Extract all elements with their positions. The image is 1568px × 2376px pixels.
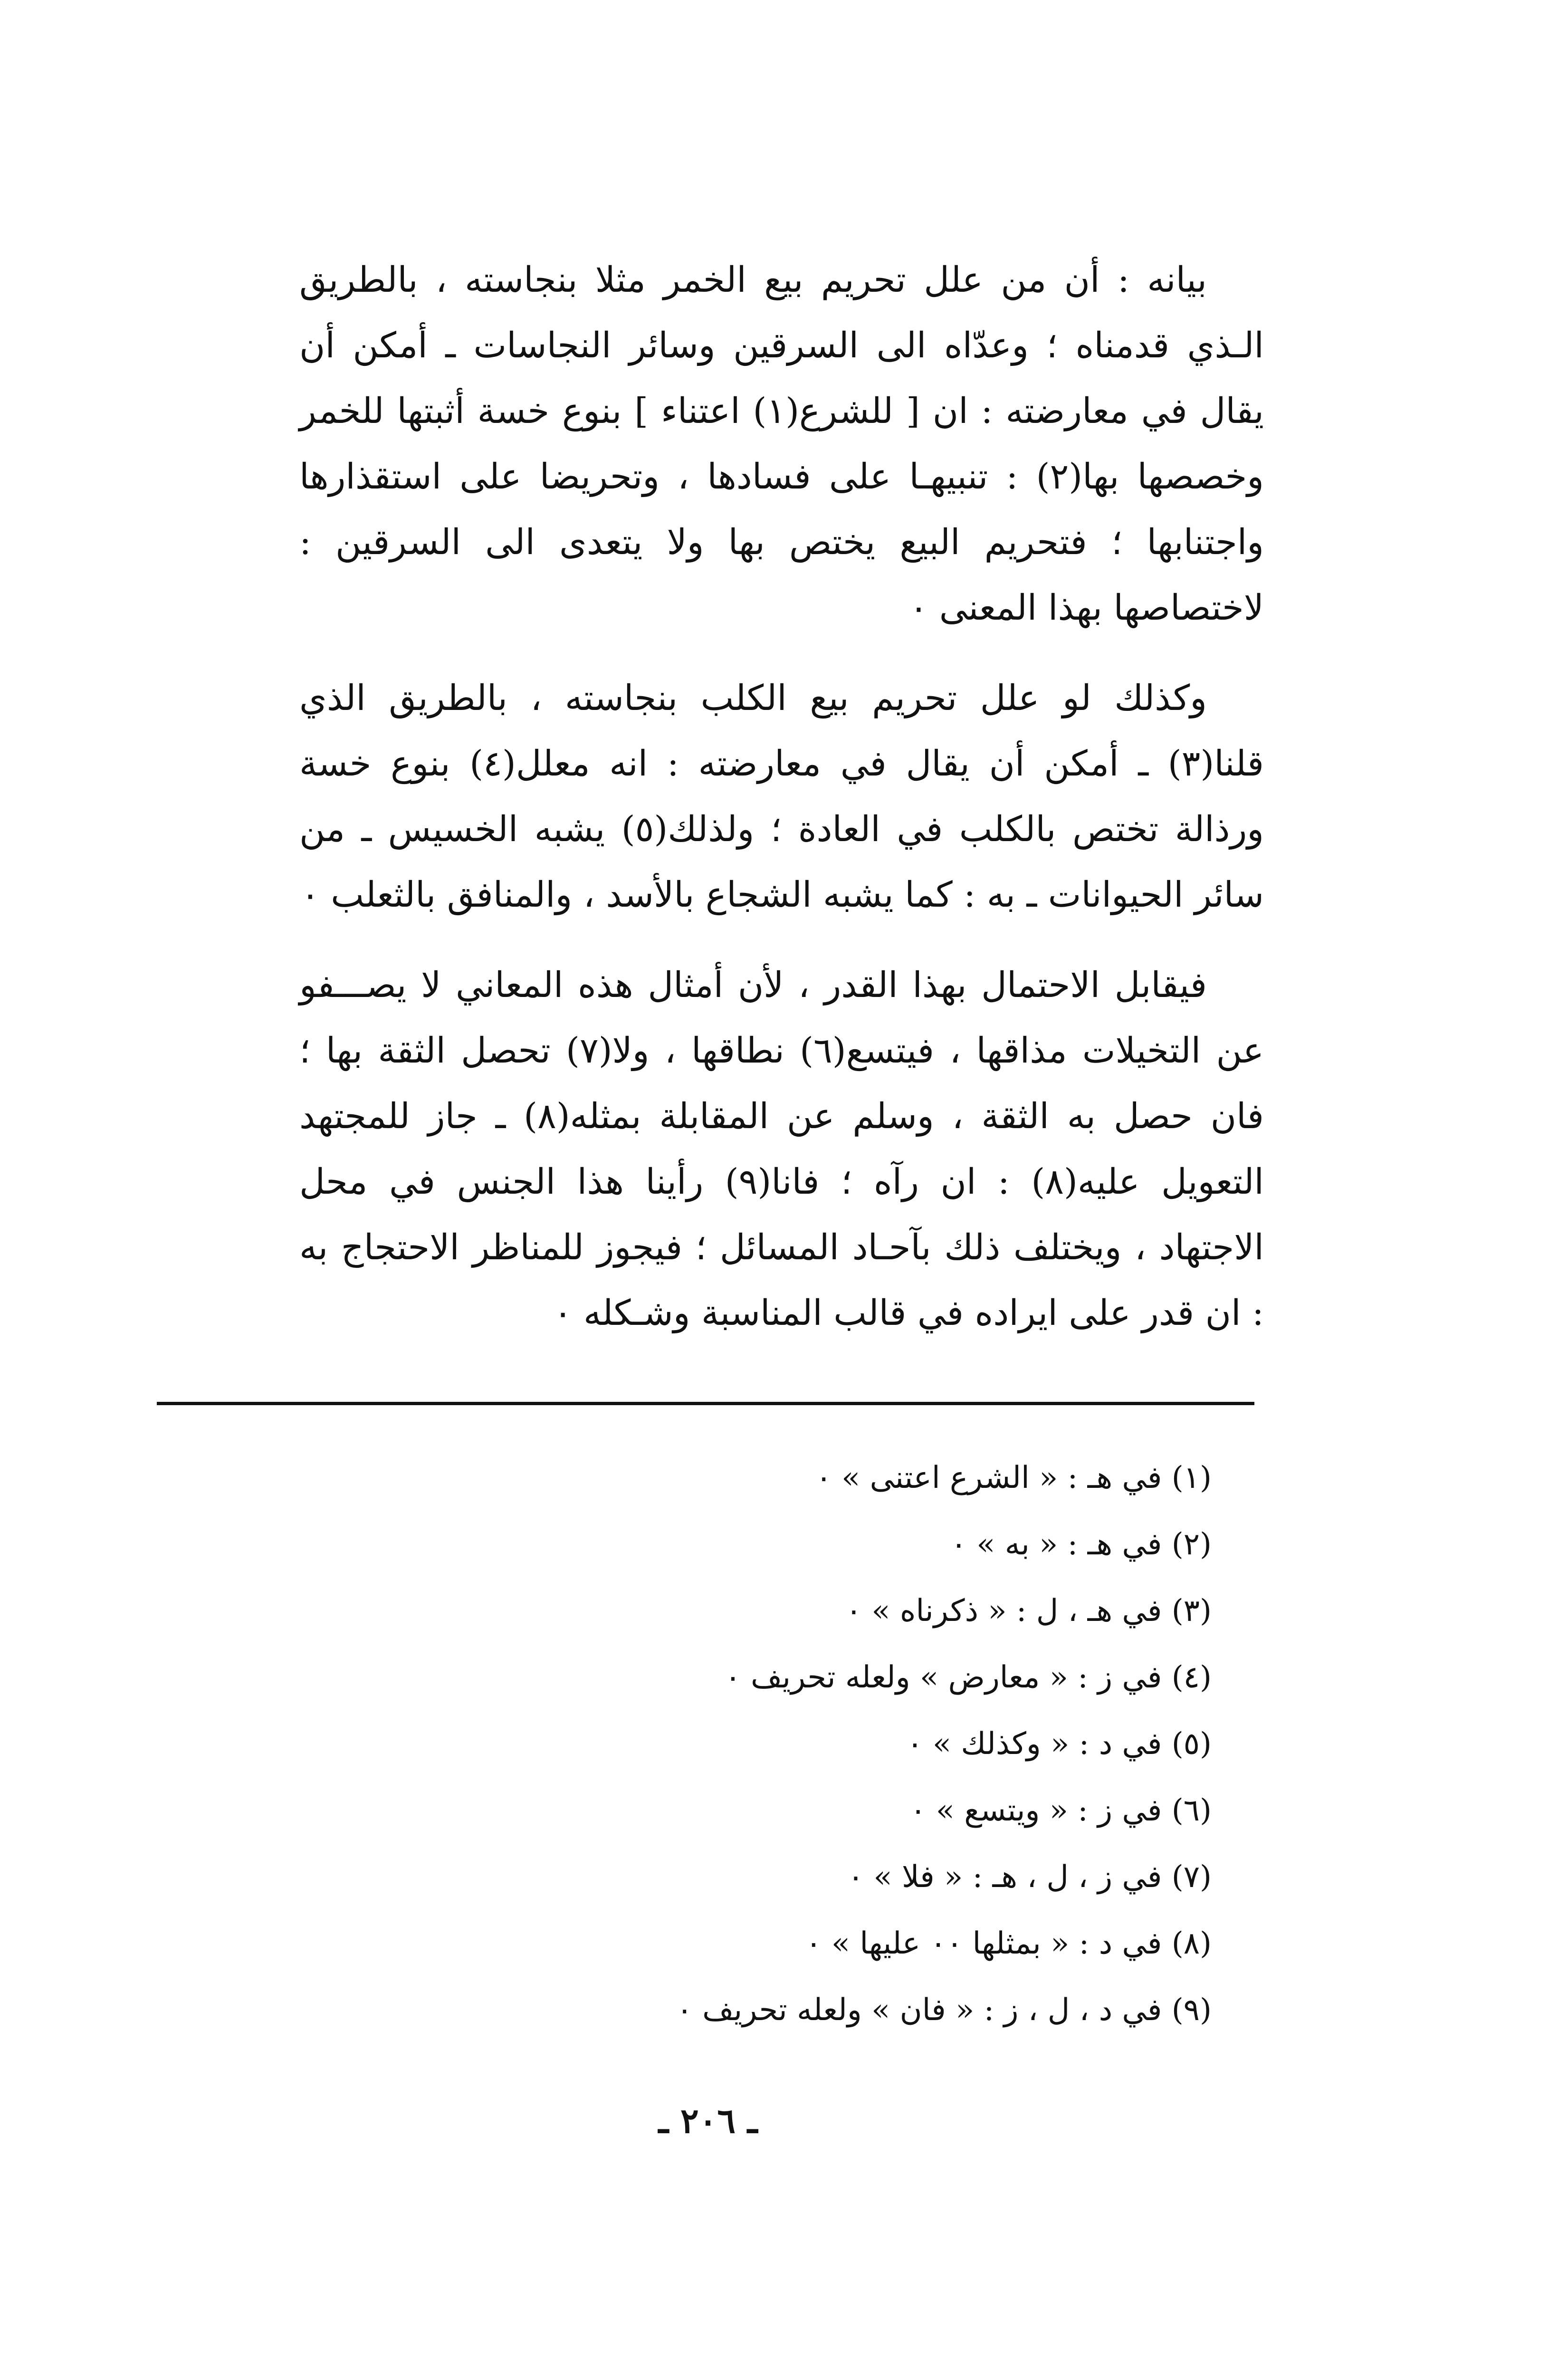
paragraph-3: فيقابل الاحتمال بهذا القدر ، لأن أمثال هذه المعاني لا يصـــفو عن التخيلات مذاقها ، فيتسع(٦) نطاقها ، ولا(٧) تحصل الثقة بها ؛ فان حصل به الثقة ، وسلم عن المقابلة بمثله(٨) ـ جاز للمجتهد التعويل عليه(٨) : ان رآه ؛ فانا(٩) رأينا هذا الجنس في محل الاجتهاد ، ويختلف ذلك بآحـاد المسائل ؛ فيجوز للمناظر الاحتجاج به : ان قدر على ايراده في قالب المناسبة وشـكله ٠ bbox=[299, 965, 1264, 1333]
footnote-5: (٥) في د : « وكذلك » ٠ bbox=[907, 1726, 1212, 1762]
footnote-2: (٢) في هـ : « به » ٠ bbox=[950, 1527, 1212, 1562]
footnote-6: (٦) في ز : « ويتسع » ٠ bbox=[910, 1793, 1212, 1828]
footnotes bbox=[404, 1445, 1212, 2043]
footnote-7: (٧) في ز ، ل ، هـ : « فلا » ٠ bbox=[847, 1859, 1212, 1895]
footnote-3: (٣) في هـ ، ل : « ذكرناه » ٠ bbox=[845, 1593, 1212, 1629]
paragraph-2: وكذلك لو علل تحريم بيع الكلب بنجاسته ، بالطريق الذي قلنا(٣) ـ أمكن أن يقال في معارضته : انه معلل(٤) بنوع خسة ورذالة تختص بالكلب في العادة ؛ ولذلك(٥) يشبه الخسيس ـ من سائر الحيوانات ـ به : كما يشبه الشجاع بالأسد ، والمنافق بالثعلب ٠ bbox=[299, 678, 1264, 915]
main-text bbox=[299, 247, 1264, 1370]
footnote-9: (٩) في د ، ل ، ز : « فان » ولعله تحريف ٠ bbox=[676, 1993, 1212, 2028]
page-number: ـ ٢٠٦ ـ bbox=[658, 2100, 758, 2141]
footnote-separator bbox=[157, 1402, 1254, 1405]
footnote-1: (١) في هـ : « الشرع اعتنى » ٠ bbox=[815, 1460, 1212, 1495]
footnote-8: (٨) في د : « بمثلها ٠٠ عليها » ٠ bbox=[805, 1926, 1212, 1961]
paragraph-1: بيانه : أن من علل تحريم بيع الخمر مثلا بنجاسته ، بالطريق الـذي قدمناه ؛ وعدّاه الى السرقين وسائر النجاسات ـ أمكن أن يقال في معارضته : ان [ للشرع(١) اعتناء ] بنوع خسة أثبتها للخمر وخصصها بها(٢) : تنبيهـا على فسادها ، وتحريضا على استقذارها واجتنابها ؛ فتحريم البيع يختص بها ولا يتعدى الى السرقين : لاختصاصها بهذا المعنى ٠ bbox=[299, 259, 1264, 628]
footnote-4: (٤) في ز : « معارض » ولعله تحريف ٠ bbox=[725, 1660, 1212, 1695]
